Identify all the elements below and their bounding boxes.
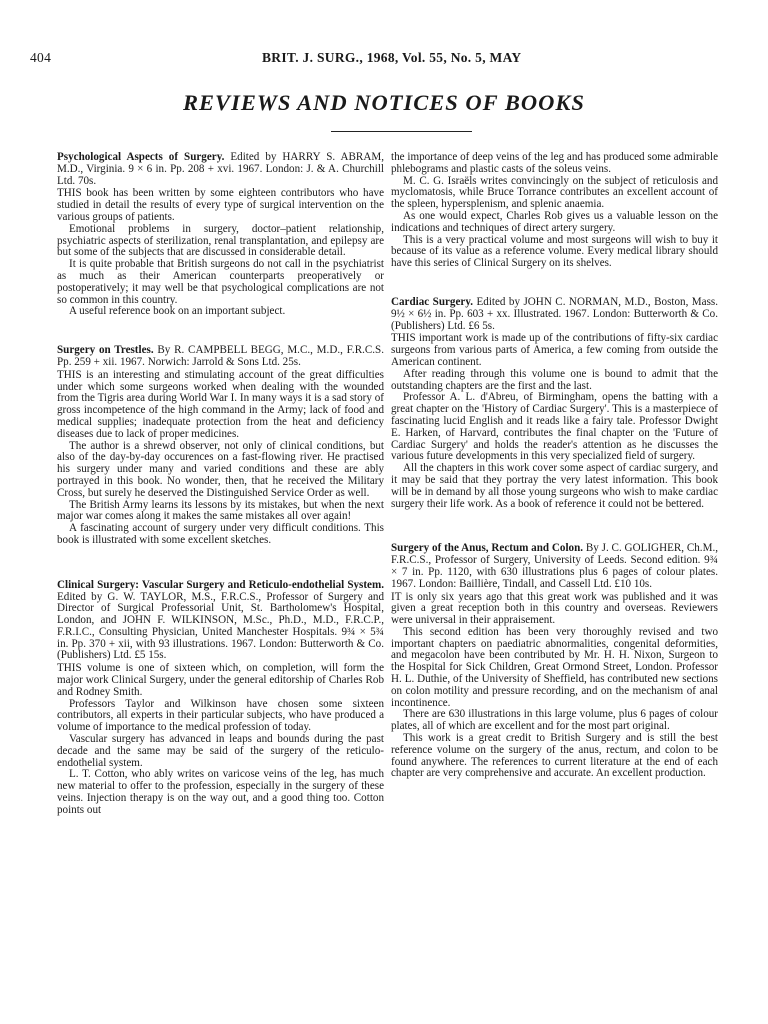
review-paragraph: This work is a great credit to British Surgery and is still the best reference volume on the surgery of the anus, rectum, and colon to be found anywhere. The references to current literature at the end of each chapter are very comprehensive and accurate. An excellent production. xyxy=(391,732,718,780)
book-citation: By R. CAMPBELL BEGG, M.C., M.D., F.R.C.S. Pp. 259 + xii. 1967. Norwich: Jarrold & Sons Ltd. 25s. xyxy=(57,344,384,368)
page-number: 404 xyxy=(30,50,52,65)
book-citation: Edited by JOHN C. NORMAN, M.D., Boston, Mass. 9½ × 6½ in. Pp. 603 + xx. Illustrated. 1967. London: Butterworth & Co. (Publishers) Ltd. £6 5s. xyxy=(391,295,718,332)
review-paragraph: As one would expect, Charles Rob gives us a valuable lesson on the indications and techniques of direct artery surgery. xyxy=(391,209,718,234)
title-rule xyxy=(331,131,472,132)
book-citation: Edited by G. W. TAYLOR, M.S., F.R.C.S., Professor of Surgery and Director of Surgical Professorial Unit, St. Bartholomew's Hospital, London, and JOHN F. WILKINSON, M.Sc., Ph.D., M.D., F.R.C.P., F.R.I.C., Consulting Physician, United Manchester Hospitals. 9¾ × 5¾ in. Pp. 370 + xii, with 93 illustrations. 1967. London: Butterworth & Co. (Publishers) Ltd. £5 15s. xyxy=(57,590,384,662)
review-paragraph: The British Army learns its lessons by its mistakes, but when the next major war comes along it makes the same mistakes all over again! xyxy=(57,498,384,523)
book-citation: Edited by HARRY S. ABRAM, M.D., Virginia. 9 × 6 in. Pp. 208 + xvi. 1967. London: J. & A. Churchill Ltd. 70s. xyxy=(57,151,384,187)
review-paragraph: The author is a shrewd observer, not only of clinical conditions, but also of the day-by-day occurences on a fast-flowing river. He practised his surgery under many and varied conditions and these are ably portrayed in this book. No wonder, then, that he received the Military Cross, but surely he deserved the Distinguished Service Order as well. xyxy=(57,439,384,499)
review-paragraph: Professor A. L. d'Abreu, of Birmingham, opens the batting with a great chapter on the 'History of Cardiac Surgery'. This is a masterpiece of fascinating lucid English and it reads like a fairy tale. Professor Dwight E. Harken, of Harvard, contributes the final chapter on the 'Future of Cardiac Surgery' and holds the reader's attention as he discusses the various future developments in this very specialized field of surgery. xyxy=(391,391,718,463)
spacer xyxy=(57,547,384,580)
review-paragraph: This is a very practical volume and most surgeons will wish to buy it because of its value as a reference volume. Every medical library should have this series of Clinical Surgery on its shelves. xyxy=(391,233,718,270)
review-heading xyxy=(391,297,718,332)
review-clinical-surgery xyxy=(57,580,384,817)
review-heading xyxy=(57,152,384,187)
review-heading xyxy=(391,543,718,590)
review-paragraph: THIS is an interesting and stimulating account of the great difficulties under which some surgeons worked when dealing with the wounded from the Tigris area during World War I. In many ways it is a sad story of gross incompetence of the high command in the Army; lack of food and medical supplies; inadequate protection from the heat and deficiency diseases due to lack of proper medicines. xyxy=(57,368,384,440)
book-title: Surgery of the Anus, Rectum and Colon. xyxy=(391,542,584,555)
review-paragraph: A useful reference book on an important subject. xyxy=(69,305,286,318)
book-title: Clinical Surgery: Vascular Surgery and Reticulo-endothelial System. xyxy=(57,578,384,591)
review-paragraph: THIS important work is made up of the contributions of fifty-six cardiac surgeons from various parts of America, a few coming from outside the American continent. xyxy=(391,332,718,368)
review-paragraph: It is quite probable that British surgeons do not call in the psychiatrist as much as their American counterparts preoperatively or postoperatively; it may well be that psychological complications are not so common in this country. xyxy=(57,258,384,306)
review-heading xyxy=(57,345,384,369)
review-clinical-surgery-continued xyxy=(391,152,718,270)
book-title: Surgery on Trestles. xyxy=(57,344,154,357)
review-anus-rectum-colon xyxy=(391,543,718,780)
review-paragraph: M. C. G. Israëls writes convincingly on the subject of reticulosis and myclomatosis, while Bruce Torrance contributes an excellent account of the spleen, hypersplenism, and splenic anaemia. xyxy=(391,174,718,211)
review-paragraph: Vascular surgery has advanced in leaps and bounds during the past decade and the same may be said of the surgery of the reticulo-endothelial system. xyxy=(57,733,384,769)
review-paragraph: All the chapters in this work cover some aspect of cardiac surgery, and it may be said that they portray the very latest information. This book will be in demand by all those young surgeons who wish to make cardiac surgery their life work. As a book of reference it could not be bettered. xyxy=(391,462,718,510)
spacer xyxy=(391,510,718,543)
review-paragraph: After reading through this volume one is bound to admit that the outstanding chapters are the first and the last. xyxy=(391,367,718,392)
book-title: Psychological Aspects of Surgery. xyxy=(57,151,225,163)
book-title: Cardiac Surgery. xyxy=(391,295,474,308)
running-header xyxy=(30,50,718,66)
book-citation: By J. C. GOLIGHER, Ch.M., F.R.C.S., Professor of Surgery, University of Leeds. Second edition. 9¾ × 7 in. Pp. 1120, with 630 illustrations plus 6 pages of colour plates. 1967. London: Baillière, Tindall, and Cassell Ltd. £10 10s. xyxy=(391,542,718,590)
review-psychological-aspects xyxy=(57,152,384,318)
right-column xyxy=(391,152,718,780)
review-paragraph: the importance of deep veins of the leg and has produced some admirable phlebograms and plastic casts of the soleus veins. xyxy=(391,151,718,175)
section-title: REVIEWS AND NOTICES OF BOOKS xyxy=(183,90,585,115)
spacer xyxy=(57,318,384,345)
spacer xyxy=(391,270,718,297)
review-paragraph: IT is only six years ago that this great work was published and it was given a great reception both in this country and overseas. Reviewers were universal in their appraisement. xyxy=(391,590,718,627)
review-paragraph: L. T. Cotton, who ably writes on varicose veins of the leg, has much new material to offer to the profession, especially in the surgery of these veins. Injection therapy is on the way out, and a good thing too. Cotton points out xyxy=(57,768,384,816)
review-paragraph: THIS book has been written by some eighteen contributors who have studied in detail the results of every type of surgical intervention on the various groups of patients. xyxy=(57,187,384,223)
review-cardiac-surgery xyxy=(391,297,718,510)
review-paragraph: Emotional problems in surgery, doctor–patient relationship, psychiatric aspects of sterilization, renal transplantation, and epilepsy are but some of the subjects that are discussed in considerable detail. xyxy=(57,222,384,259)
review-paragraph: THIS volume is one of sixteen which, on completion, will form the major work Clinical Surgery, under the general editorship of Charles Rob and Rodney Smith. xyxy=(57,662,384,698)
journal-citation: BRIT. J. SURG., 1968, Vol. 55, No. 5, MAY xyxy=(262,50,522,65)
review-heading xyxy=(57,580,384,663)
review-paragraph: Professors Taylor and Wilkinson have chosen some sixteen contributors, all experts in their particular subjects, who have produced a volume of importance to the medical profession of today. xyxy=(57,697,384,734)
review-paragraph: A fascinating account of surgery under very difficult conditions. This book is illustrated with some excellent sketches. xyxy=(57,522,384,546)
review-paragraph: This second edition has been very thoroughly revised and two important chapters on paediatric abnormalities, congenital deformities, and megacolon have been contributed by Mr. H. H. Nixon, Surgeon to the Hospital for Sick Children, Great Ormond Street, London. Professor H. L. Duthie, of the University of Sheffield, has contributed new sections on colon motility and pressure recording, and on the mechanism of anal incontinence. xyxy=(391,625,718,709)
left-column xyxy=(57,152,384,817)
review-surgery-on-trestles xyxy=(57,345,384,547)
review-paragraph: There are 630 illustrations in this large volume, plus 6 pages of colour plates, all of which are excellent and for the most part original. xyxy=(391,708,718,733)
